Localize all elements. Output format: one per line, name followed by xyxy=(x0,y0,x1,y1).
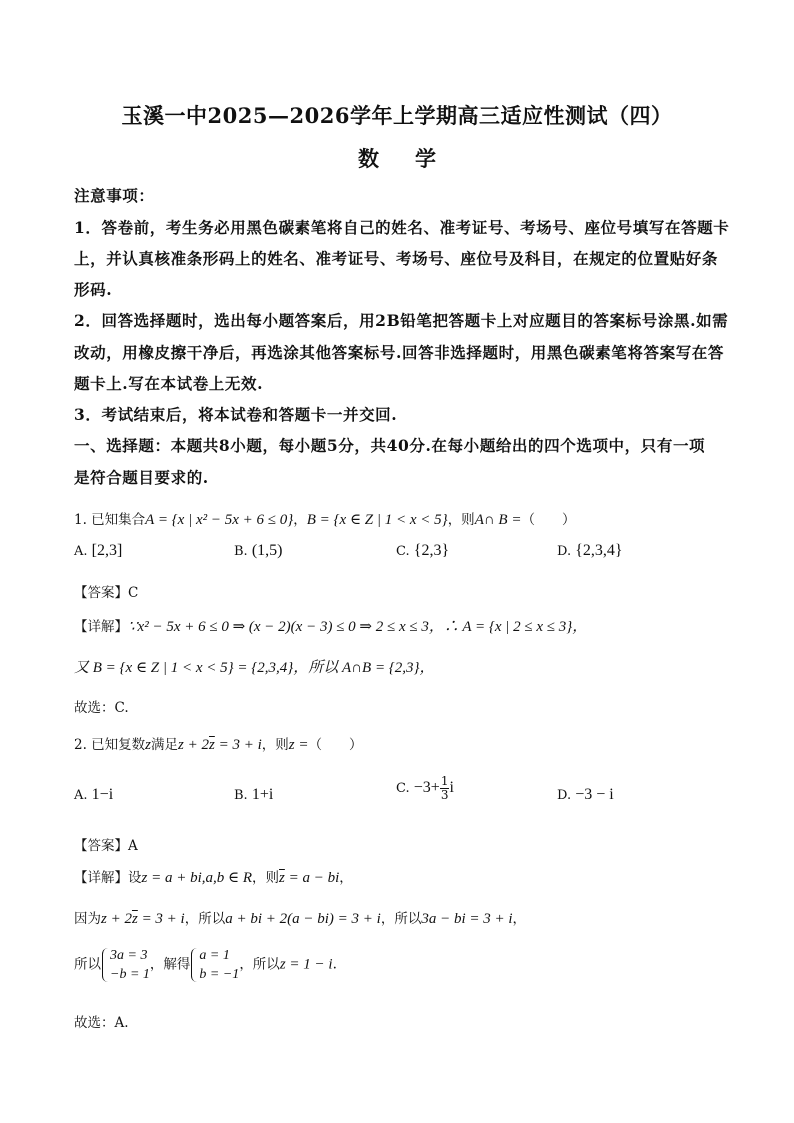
q2-var: z xyxy=(145,737,152,753)
q2-eq-right: = 3 + i xyxy=(214,737,262,753)
q1-detail-line2 xyxy=(74,656,435,677)
notice-item1-line1: 1．答卷前，考生务必用黑色碳素笔将自己的姓名、准考证号、考场号、座位号填写在答题卡 xyxy=(74,218,730,237)
q2-option-c: C. −3+ $\frac{1}{3}$ i xyxy=(396,774,454,802)
q1-option-c: C. {2,3} xyxy=(396,542,450,559)
notice-item2-line2: 改动，用橡皮擦干净后，再选涂其他答案标号.回答非选择题时，用黑色碳素笔将答案写在答 xyxy=(74,343,724,362)
q1-expr: A∩ B = xyxy=(474,512,522,528)
q2-stem-mid: 满足 xyxy=(151,737,179,753)
q2-paren: （ ） xyxy=(308,737,363,753)
q2-ask: z = xyxy=(288,737,309,753)
q2-answer: 【答案】A xyxy=(74,838,138,854)
q1-conclusion: 故选：C. xyxy=(74,700,129,716)
exam-title: 玉溪一中2025—2026学年上学期高三适应性测试（四） xyxy=(121,103,673,128)
notice-heading: 注意事项： xyxy=(74,186,155,205)
q1-answer: 【答案】C xyxy=(74,585,139,601)
section1-line2: 是符合题目要求的. xyxy=(74,468,209,487)
q1-option-a: A. [2,3] xyxy=(74,542,123,559)
q2-conclusion: 故选：A. xyxy=(74,1015,129,1031)
q2-detail-line3: 所以 3a = 3 −b = 1 ，解得 a = 1 b = −1 ，所以z = 1 − i. xyxy=(74,948,337,982)
q2-option-b: B. 1+i xyxy=(234,786,274,803)
q1-detail-math2: 又 B = {x ∈ Z | 1 < x < 5} = {2,3,4}，所以 A∩B = {2,3}， xyxy=(74,660,435,676)
notice-item1-line3: 形码. xyxy=(74,280,113,299)
notice-item3: 3．考试结束后，将本试卷和答题卡一并交回. xyxy=(74,405,398,424)
q2-eq-left: z + 2 xyxy=(178,737,209,753)
q1-option-b: B. (1,5) xyxy=(234,542,283,559)
q2-zbar: $\overline{z}$ xyxy=(208,737,215,753)
section1-line1: 一、选择题：本题共8小题，每小题5分，共40分.在每小题给出的四个选项中，只有一项 xyxy=(74,436,706,455)
q1-sep: ， xyxy=(293,512,307,528)
q1-stem-prefix: 1. 已知集合 xyxy=(74,512,146,528)
q2-stem xyxy=(74,733,362,754)
subject-char-2: 学 xyxy=(415,146,436,171)
q2-stem-suffix: ，则 xyxy=(261,737,289,753)
notice-item2-line3: 题卡上.写在本试卷上无效. xyxy=(74,374,264,393)
q2-detail-line2: 因为$z + 2\overline{z} = 3 + i$，所以a + bi + 2(a − bi) = 3 + i，所以3a − bi = 3 + i， xyxy=(74,911,527,927)
subject-title xyxy=(0,143,794,173)
q1-stem-suffix: ，则 xyxy=(447,512,475,528)
q2-system-1: 3a = 3 −b = 1 xyxy=(101,946,150,984)
q2-option-a: A. 1−i xyxy=(74,786,114,803)
q1-stem xyxy=(74,508,575,529)
notice-item2-line1: 2．回答选择题时，选出每小题答案后，用2B铅笔把答题卡上对应题目的答案标号涂黑.如需 xyxy=(74,311,729,330)
q1-set-b: B = {x ∈ Z | 1 < x < 5} xyxy=(306,512,448,528)
q1-detail-line1 xyxy=(74,615,587,636)
q1-detail-tag: 【详解】 xyxy=(74,619,128,635)
q2-option-d: D. −3 − i xyxy=(557,786,614,803)
q2-stem-prefix: 2. 已知复数 xyxy=(74,737,146,753)
q1-detail-math1: ∵x² − 5x + 6 ≤ 0 ⇒ (x − 2)(x − 3) ≤ 0 ⇒ 2 ≤ x ≤ 3，∴ A = {x | 2 ≤ x ≤ 3}， xyxy=(128,619,588,635)
subject-char-1: 数 xyxy=(358,146,379,171)
q2-detail-line1: 【详解】设z = a + bi,a,b ∈ R，则$\overline{z} = a$ − bi， xyxy=(74,870,353,886)
q2-system-2: a = 1 b = −1 xyxy=(190,946,239,984)
q1-option-d: D. {2,3,4} xyxy=(557,542,623,559)
q2-option-c-fraction: $\frac{1}{3}$ xyxy=(440,774,449,802)
notice-item1-line2: 上，并认真核准条形码上的姓名、准考证号、考场号、座位号及科目，在规定的位置贴好条 xyxy=(74,249,719,268)
q1-set-a: A = {x | x² − 5x + 6 ≤ 0} xyxy=(145,512,294,528)
q1-paren: （ ） xyxy=(521,512,576,528)
